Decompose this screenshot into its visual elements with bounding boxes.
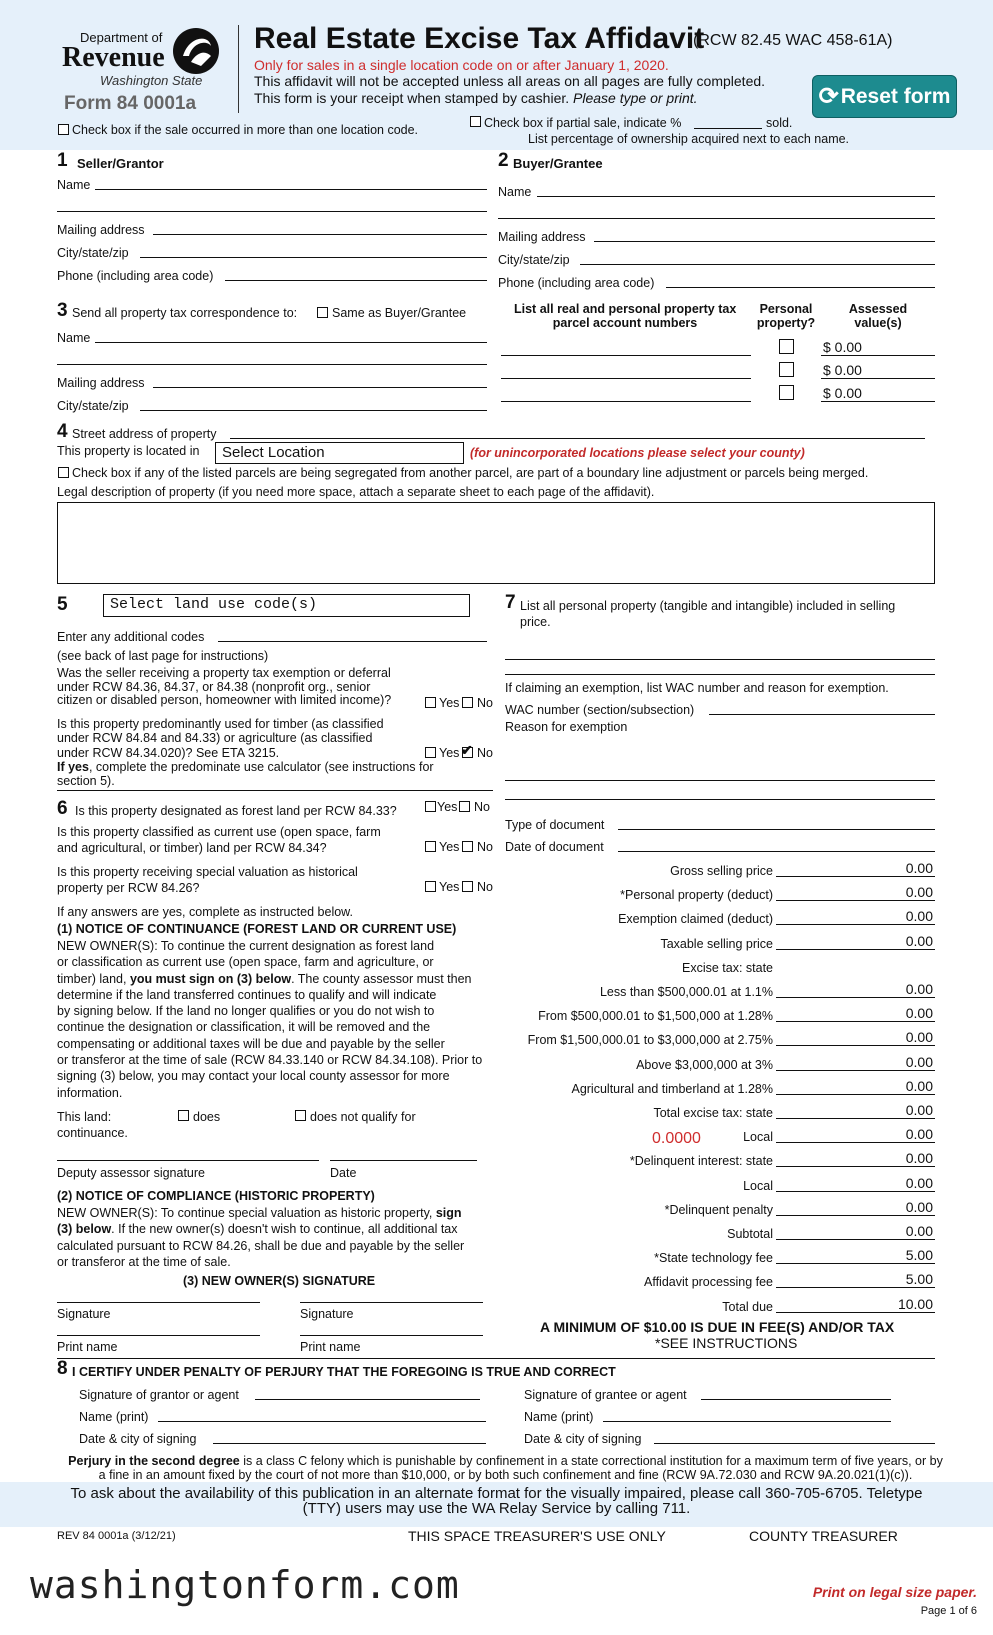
tax-row-field-line	[776, 1118, 935, 1119]
exemption-yes-label: Yes	[439, 696, 460, 710]
assessed-value-2[interactable]: $ 0.00	[823, 362, 862, 378]
tax-row-value[interactable]: 10.00	[897, 1296, 933, 1312]
grantee-date-field[interactable]	[654, 1443, 935, 1444]
seller-name-label: Name	[57, 178, 91, 192]
corr-mailing-label: Mailing address	[57, 376, 145, 390]
personal-property-list-field-2[interactable]	[505, 674, 935, 675]
owner-signature-label-1: Signature	[57, 1307, 111, 1321]
additional-codes-label: Enter any additional codes	[57, 630, 205, 644]
historic-no-checkbox[interactable]	[462, 881, 473, 892]
section-7-number: 7	[505, 592, 516, 613]
section-6-number: 6	[57, 798, 68, 819]
exemption-question: Was the seller receiving a property tax exemption or deferral under RCW 84.36, 84.37, or 84.38 (nonprofit org., senior citizen or disabled person, homeowner with limited income)?	[57, 666, 392, 707]
tax-row-label: Exemption claimed (deduct)	[618, 912, 773, 926]
wac-number-label: WAC number (section/subsection)	[505, 703, 695, 717]
timber-no-label: No	[477, 746, 493, 760]
tax-row-label: Agricultural and timberland at 1.28%	[571, 1082, 773, 1096]
new-owner-signature-title: (3) NEW OWNER(S) SIGNATURE	[183, 1274, 376, 1288]
assessed-value-line-3	[821, 401, 935, 402]
legal-size-note: Print on legal size paper.	[812, 1584, 977, 1600]
tax-row-label: Subtotal	[727, 1227, 773, 1241]
land-does-not-label: does not qualify for	[310, 1110, 416, 1124]
revision-number: REV 84 0001a (3/12/21)	[57, 1530, 176, 1542]
tax-row-value[interactable]: 0.00	[905, 1102, 933, 1118]
tax-row-field-line	[776, 900, 935, 901]
tax-row-label: From $500,000.01 to $1,500,000 at 1.28%	[538, 1009, 773, 1023]
tax-row-value[interactable]: 0.00	[905, 1199, 933, 1215]
grantor-name-field[interactable]	[158, 1421, 486, 1422]
current-use-question: Is this property classified as current use (open space, farm and agricultural, or timber) land per RCW 84.34?	[57, 825, 381, 855]
deputy-date-label: Date	[330, 1166, 357, 1180]
forest-yes-label: Yes	[437, 800, 458, 814]
corr-name-field-2[interactable]	[57, 364, 487, 365]
tax-row-field-line	[776, 1263, 935, 1264]
dept-revenue: Revenue	[62, 42, 165, 73]
deputy-signature-field[interactable]	[57, 1160, 319, 1161]
land-does-label: does	[193, 1110, 221, 1124]
section-5-number: 5	[57, 594, 68, 615]
exemption-no-label: No	[477, 696, 493, 710]
tax-row-value[interactable]: 0.00	[905, 1150, 933, 1166]
tax-row-value[interactable]: 0.00	[905, 1029, 933, 1045]
partial-percent-field[interactable]	[694, 128, 762, 129]
partial-sale-label: Check box if partial sale, indicate %	[484, 116, 682, 130]
forest-no-checkbox[interactable]	[459, 801, 470, 812]
if-any-yes-note: If any answers are yes, complete as instructed below.	[57, 905, 353, 919]
forest-yes-checkbox[interactable]	[425, 801, 436, 812]
current-use-yes-checkbox[interactable]	[425, 841, 436, 852]
tax-row-label: Total excise tax: state	[653, 1106, 773, 1120]
additional-codes-field[interactable]	[218, 641, 487, 642]
tax-row-label: *Delinquent interest: state	[629, 1154, 773, 1168]
single-location-notice: Only for sales in a single location code on or after January 1, 2020.	[254, 57, 669, 73]
tax-row-value[interactable]: 0.00	[905, 1078, 933, 1094]
tax-row-value[interactable]: 0.00	[905, 1054, 933, 1070]
corr-name-label: Name	[57, 331, 91, 345]
owner-signature-field-2[interactable]	[300, 1302, 483, 1303]
parcel-number-field-2[interactable]	[501, 378, 751, 379]
section-8-number: 8	[57, 1358, 68, 1379]
same-as-buyer-checkbox[interactable]	[317, 307, 328, 318]
document-date-field[interactable]	[618, 851, 935, 852]
tax-row-field-line	[776, 924, 935, 925]
buyer-title: Buyer/Grantee	[513, 156, 603, 171]
multi-location-checkbox[interactable]	[58, 124, 69, 135]
this-land-label: This land:	[57, 1110, 112, 1124]
continuance-notice-text: NEW OWNER(S): To continue the current designation as forest land or classification as current use (open space, farm and agriculture, or timber) land, you must sign on (3) below. The county assessor must then determine if the land transferred continues to qualify and will indicate by signing below. If the land no longer qualifies or you do not wish to continue the designation or classification, it will be removed and the compensating or additional taxes will be due and payable by the seller or transferor at the time of sale (RCW 84.33.140 or RCW 84.34.108). Prior to signing (3) below, you may contact your local county assessor for more information.	[57, 939, 483, 1100]
segregated-label: Check box if any of the listed parcels are being segregated from another parcel, are part of a boundary line adjustment or parcels being merged.	[72, 466, 869, 480]
land-does-checkbox[interactable]	[178, 1110, 189, 1121]
document-date-label: Date of document	[505, 840, 604, 854]
personal-property-checkbox-1[interactable]	[779, 339, 794, 354]
document-type-field[interactable]	[618, 829, 935, 830]
grantee-signature-field[interactable]	[701, 1399, 891, 1400]
tax-row-field-line	[776, 876, 935, 877]
compliance-notice-title: (2) NOTICE OF COMPLIANCE (HISTORIC PROPERTY)	[57, 1189, 375, 1203]
document-type-label: Type of document	[505, 818, 605, 832]
exemption-no-checkbox[interactable]	[462, 697, 473, 708]
seller-phone-field[interactable]	[225, 280, 487, 281]
exemption-yes-checkbox[interactable]	[425, 697, 436, 708]
seller-mailing-field[interactable]	[153, 234, 487, 235]
tax-row-label: *State technology fee	[654, 1251, 773, 1265]
continuance-label: continuance.	[57, 1126, 128, 1140]
page-title: Real Estate Excise Tax Affidavit	[254, 22, 705, 55]
assessed-value-line-2	[821, 378, 935, 379]
exemption-reason-field-2[interactable]	[505, 799, 935, 800]
tax-row-label: Taxable selling price	[660, 937, 773, 951]
tax-row-label: Above $3,000,000 at 3%	[636, 1058, 773, 1072]
owner-print-label-1: Print name	[57, 1340, 118, 1354]
header-divider	[238, 25, 239, 113]
tax-row-value[interactable]: 0.00	[905, 860, 933, 876]
parcel-number-field-3[interactable]	[501, 401, 751, 402]
tax-row-value[interactable]: 0.00	[905, 981, 933, 997]
receipt-notice: This form is your receipt when stamped by cashier. Please type or print.	[254, 90, 698, 106]
historic-yes-checkbox[interactable]	[425, 881, 436, 892]
buyer-phone-field[interactable]	[666, 287, 935, 288]
section-4-number: 4	[57, 421, 68, 442]
forest-no-label: No	[474, 800, 490, 814]
forest-question: Is this property designated as forest land per RCW 84.33?	[75, 804, 397, 818]
timber-yes-checkbox[interactable]	[425, 747, 436, 758]
legal-description-field[interactable]	[57, 502, 935, 584]
section-2-number: 2	[498, 150, 509, 171]
acceptance-notice: This affidavit will not be accepted unless all areas on all pages are fully completed.	[254, 73, 766, 89]
buyer-city-field[interactable]	[580, 264, 935, 265]
tax-row-field-line	[776, 1021, 935, 1022]
owner-print-field-2[interactable]	[300, 1335, 483, 1336]
timber-no-checkmark: ✔	[461, 742, 473, 758]
wac-number-field[interactable]	[709, 714, 935, 715]
buyer-name-field[interactable]	[537, 196, 935, 197]
see-back-note: (see back of last page for instructions)	[57, 649, 269, 663]
title-citation: (RCW 82.45 WAC 458-61A)	[693, 32, 893, 49]
compliance-notice-text: NEW OWNER(S): To continue special valuation as historic property, sign (3) below. If the new owner(s) doesn't wish to continue, all additional tax calculated pursuant to RCW 84.26, shall be due and payable by the seller or transferor at the time of sale.	[57, 1206, 465, 1269]
exemption-instruction: If claiming an exemption, list WAC number and reason for exemption.	[505, 681, 889, 695]
local-rate: 0.0000	[652, 1130, 701, 1147]
same-as-buyer-label: Same as Buyer/Grantee	[332, 306, 467, 320]
section-3-number: 3	[57, 300, 68, 321]
county-treasurer-label: COUNTY TREASURER	[749, 1528, 898, 1544]
tax-row-label: Less than $500,000.01 at 1.1%	[599, 985, 773, 999]
current-use-no-label: No	[477, 840, 493, 854]
tax-row-value[interactable]: 0.00	[905, 1005, 933, 1021]
tax-row-label: Affidavit processing fee	[643, 1275, 773, 1289]
deputy-signature-label: Deputy assessor signature	[57, 1166, 205, 1180]
buyer-phone-label: Phone (including area code)	[498, 276, 655, 290]
form-number: Form 84 0001a	[64, 93, 197, 114]
tax-row-label: Local	[743, 1179, 773, 1193]
exemption-reason-label: Reason for exemption	[505, 720, 628, 734]
see-instructions-note: *SEE INSTRUCTIONS	[655, 1335, 798, 1351]
grantor-date-label: Date & city of signing	[79, 1432, 197, 1446]
buyer-mailing-field[interactable]	[594, 241, 935, 242]
multi-location-label: Check box if the sale occurred in more than one location code.	[72, 123, 419, 137]
partial-sold-label: sold.	[766, 116, 793, 130]
refresh-icon: ⟳	[818, 83, 839, 110]
tax-row-value[interactable]: 0.00	[905, 908, 933, 924]
street-address-field[interactable]	[230, 438, 925, 439]
buyer-mailing-label: Mailing address	[498, 230, 586, 244]
personal-property-list-field[interactable]	[505, 659, 935, 660]
tax-row-label: Excise tax: state	[681, 961, 773, 975]
section-1-number: 1	[57, 150, 68, 171]
tax-row-value[interactable]: 0.00	[905, 884, 933, 900]
land-does-not-checkbox[interactable]	[295, 1110, 306, 1121]
grantor-date-field[interactable]	[213, 1443, 486, 1444]
tax-row-value[interactable]: 0.00	[905, 1175, 933, 1191]
correspondence-label: Send all property tax correspondence to:	[72, 306, 298, 320]
tax-row-field-line	[776, 1045, 935, 1046]
continuance-notice-title: (1) NOTICE OF CONTINUANCE (FOREST LAND OR CURRENT USE)	[57, 922, 457, 936]
owner-signature-field-1[interactable]	[57, 1302, 260, 1303]
deputy-date-field[interactable]	[330, 1160, 477, 1161]
grantee-date-label: Date & city of signing	[524, 1432, 642, 1446]
treasurer-space-label: THIS SPACE TREASURER'S USE ONLY	[408, 1528, 666, 1544]
personal-property-header: Personal property?	[756, 302, 816, 330]
grantee-name-field[interactable]	[603, 1421, 891, 1422]
tax-row-field-line	[776, 1166, 935, 1167]
corr-city-label: City/state/zip	[57, 399, 129, 413]
tax-row-field-line	[776, 1094, 935, 1095]
dept-state: Washington State	[100, 73, 203, 88]
buyer-city-label: City/state/zip	[498, 253, 570, 267]
assessed-value-header: Assessed value(s)	[848, 302, 908, 330]
certify-title: I CERTIFY UNDER PENALTY OF PERJURY THAT THE FOREGOING IS TRUE AND CORRECT	[72, 1365, 616, 1379]
minimum-due-note: A MINIMUM OF $10.00 IS DUE IN FEE(S) AND/OR TAX	[540, 1319, 895, 1335]
seller-city-label: City/state/zip	[57, 246, 129, 260]
personal-property-checkbox-3[interactable]	[779, 385, 794, 400]
site-watermark: washingtonform.com	[30, 1563, 460, 1607]
parcel-number-field-1[interactable]	[501, 355, 751, 356]
tax-row-field-line	[776, 1312, 935, 1313]
dept-line: Department of	[80, 30, 163, 45]
historic-no-label: No	[477, 880, 493, 894]
owner-signature-label-2: Signature	[300, 1307, 354, 1321]
section-5-divider	[57, 790, 493, 791]
alternate-format-notice: To ask about the availability of this publication in an alternate format for the visually impaired, please call 360-705-6705. Teletype (TTY) users may use the WA Relay Service by calling 711.	[70, 1485, 923, 1517]
tax-row-field-line	[776, 1191, 935, 1192]
current-use-no-checkbox[interactable]	[462, 841, 473, 852]
located-in-label: This property is located in	[57, 444, 200, 458]
seller-name-field[interactable]	[95, 189, 487, 190]
corr-name-field[interactable]	[95, 342, 487, 343]
assessed-value-3[interactable]: $ 0.00	[823, 385, 862, 401]
seller-phone-label: Phone (including area code)	[57, 269, 214, 283]
historic-question: Is this property receiving special valuation as historical property per RCW 84.26?	[57, 865, 358, 895]
tax-row-value[interactable]: 0.00	[905, 1126, 933, 1142]
grantee-signature-label: Signature of grantee or agent	[524, 1388, 687, 1402]
tax-row-label: *Personal property (deduct)	[620, 888, 773, 902]
perjury-notice: Perjury in the second degree is a class C felony which is punishable by confinement in a state correctional institution for a maximum term of five years, or by a fine in an amount fixed by the court of not more than $10,000, or by both such confinement and fine (RCW 9A.72.030 and RCW 9A.20.021(1)(c)).	[68, 1454, 943, 1482]
street-address-label: Street address of property	[72, 427, 217, 441]
ownership-note: List percentage of ownership acquired next to each name.	[528, 132, 850, 146]
tax-row-field-line	[776, 949, 935, 950]
assessed-value-line-1	[821, 355, 935, 356]
seller-name-field-2[interactable]	[57, 211, 487, 212]
historic-yes-label: Yes	[439, 880, 460, 894]
tax-row-field-line	[776, 1142, 935, 1143]
tax-row-value[interactable]: 5.00	[905, 1271, 933, 1287]
tax-row-value[interactable]: 5.00	[905, 1247, 933, 1263]
personal-property-checkbox-2[interactable]	[779, 362, 794, 377]
timber-question: Is this property predominantly used for timber (as classified under RCW 84.84 and 84.33) or agriculture (as classified under RCW 84.34.020)? See ETA 3215. If yes, complete the predominate use calculator (see instructions for section 5).	[57, 717, 434, 789]
assessed-value-1[interactable]: $ 0.00	[823, 339, 862, 355]
legal-description-label: Legal description of property (if you need more space, attach a separate sheet to each page of the affidavit).	[57, 485, 655, 499]
corr-city-field[interactable]	[140, 410, 487, 411]
location-select-note: (for unincorporated locations please select your county)	[470, 446, 805, 460]
owner-print-field-1[interactable]	[57, 1335, 260, 1336]
buyer-name-label: Name	[498, 185, 532, 199]
corr-mailing-field[interactable]	[153, 387, 487, 388]
tax-row-label: Local	[743, 1130, 773, 1144]
seller-city-field[interactable]	[140, 257, 487, 258]
tax-row-label: From $1,500,000.01 to $3,000,000 at 2.75%	[527, 1033, 773, 1047]
seller-mailing-label: Mailing address	[57, 223, 145, 237]
grantor-name-label: Name (print)	[79, 1410, 149, 1424]
tax-row-field-line	[776, 1070, 935, 1071]
seller-title: Seller/Grantor	[77, 156, 164, 171]
owner-print-label-2: Print name	[300, 1340, 361, 1354]
dor-logo-icon	[171, 26, 221, 76]
reset-form-button[interactable]: ⟳ Reset form	[812, 75, 957, 118]
tax-row-label: *Delinquent penalty	[664, 1203, 773, 1217]
segregated-checkbox[interactable]	[58, 467, 69, 478]
tax-row-field-line	[776, 1215, 935, 1216]
personal-property-list-label: List all personal property (tangible and intangible) included in selling price.	[520, 599, 896, 629]
exemption-reason-field[interactable]	[505, 780, 935, 781]
tax-row-label: Total due	[722, 1300, 773, 1314]
current-use-yes-label: Yes	[439, 840, 460, 854]
tax-row-value[interactable]: 0.00	[905, 1223, 933, 1239]
parcel-header: List all real and personal property tax parcel account numbers	[514, 302, 737, 330]
buyer-name-field-2[interactable]	[498, 218, 935, 219]
partial-sale-checkbox[interactable]	[470, 116, 481, 127]
grantor-signature-field[interactable]	[255, 1399, 480, 1400]
tax-row-field-line	[776, 1239, 935, 1240]
tax-row-field-line	[776, 997, 935, 998]
grantor-signature-label: Signature of grantor or agent	[79, 1388, 239, 1402]
section-8-divider	[57, 1358, 935, 1359]
timber-yes-label: Yes	[439, 746, 460, 760]
tax-row-label: Gross selling price	[670, 864, 773, 878]
tax-row-value[interactable]: 0.00	[905, 933, 933, 949]
page-number: Page 1 of 6	[920, 1605, 977, 1617]
grantee-name-label: Name (print)	[524, 1410, 594, 1424]
land-use-select[interactable]: Select land use code(s)	[103, 594, 470, 617]
tax-row-field-line	[776, 1287, 935, 1288]
location-select[interactable]: Select Location	[215, 442, 464, 464]
